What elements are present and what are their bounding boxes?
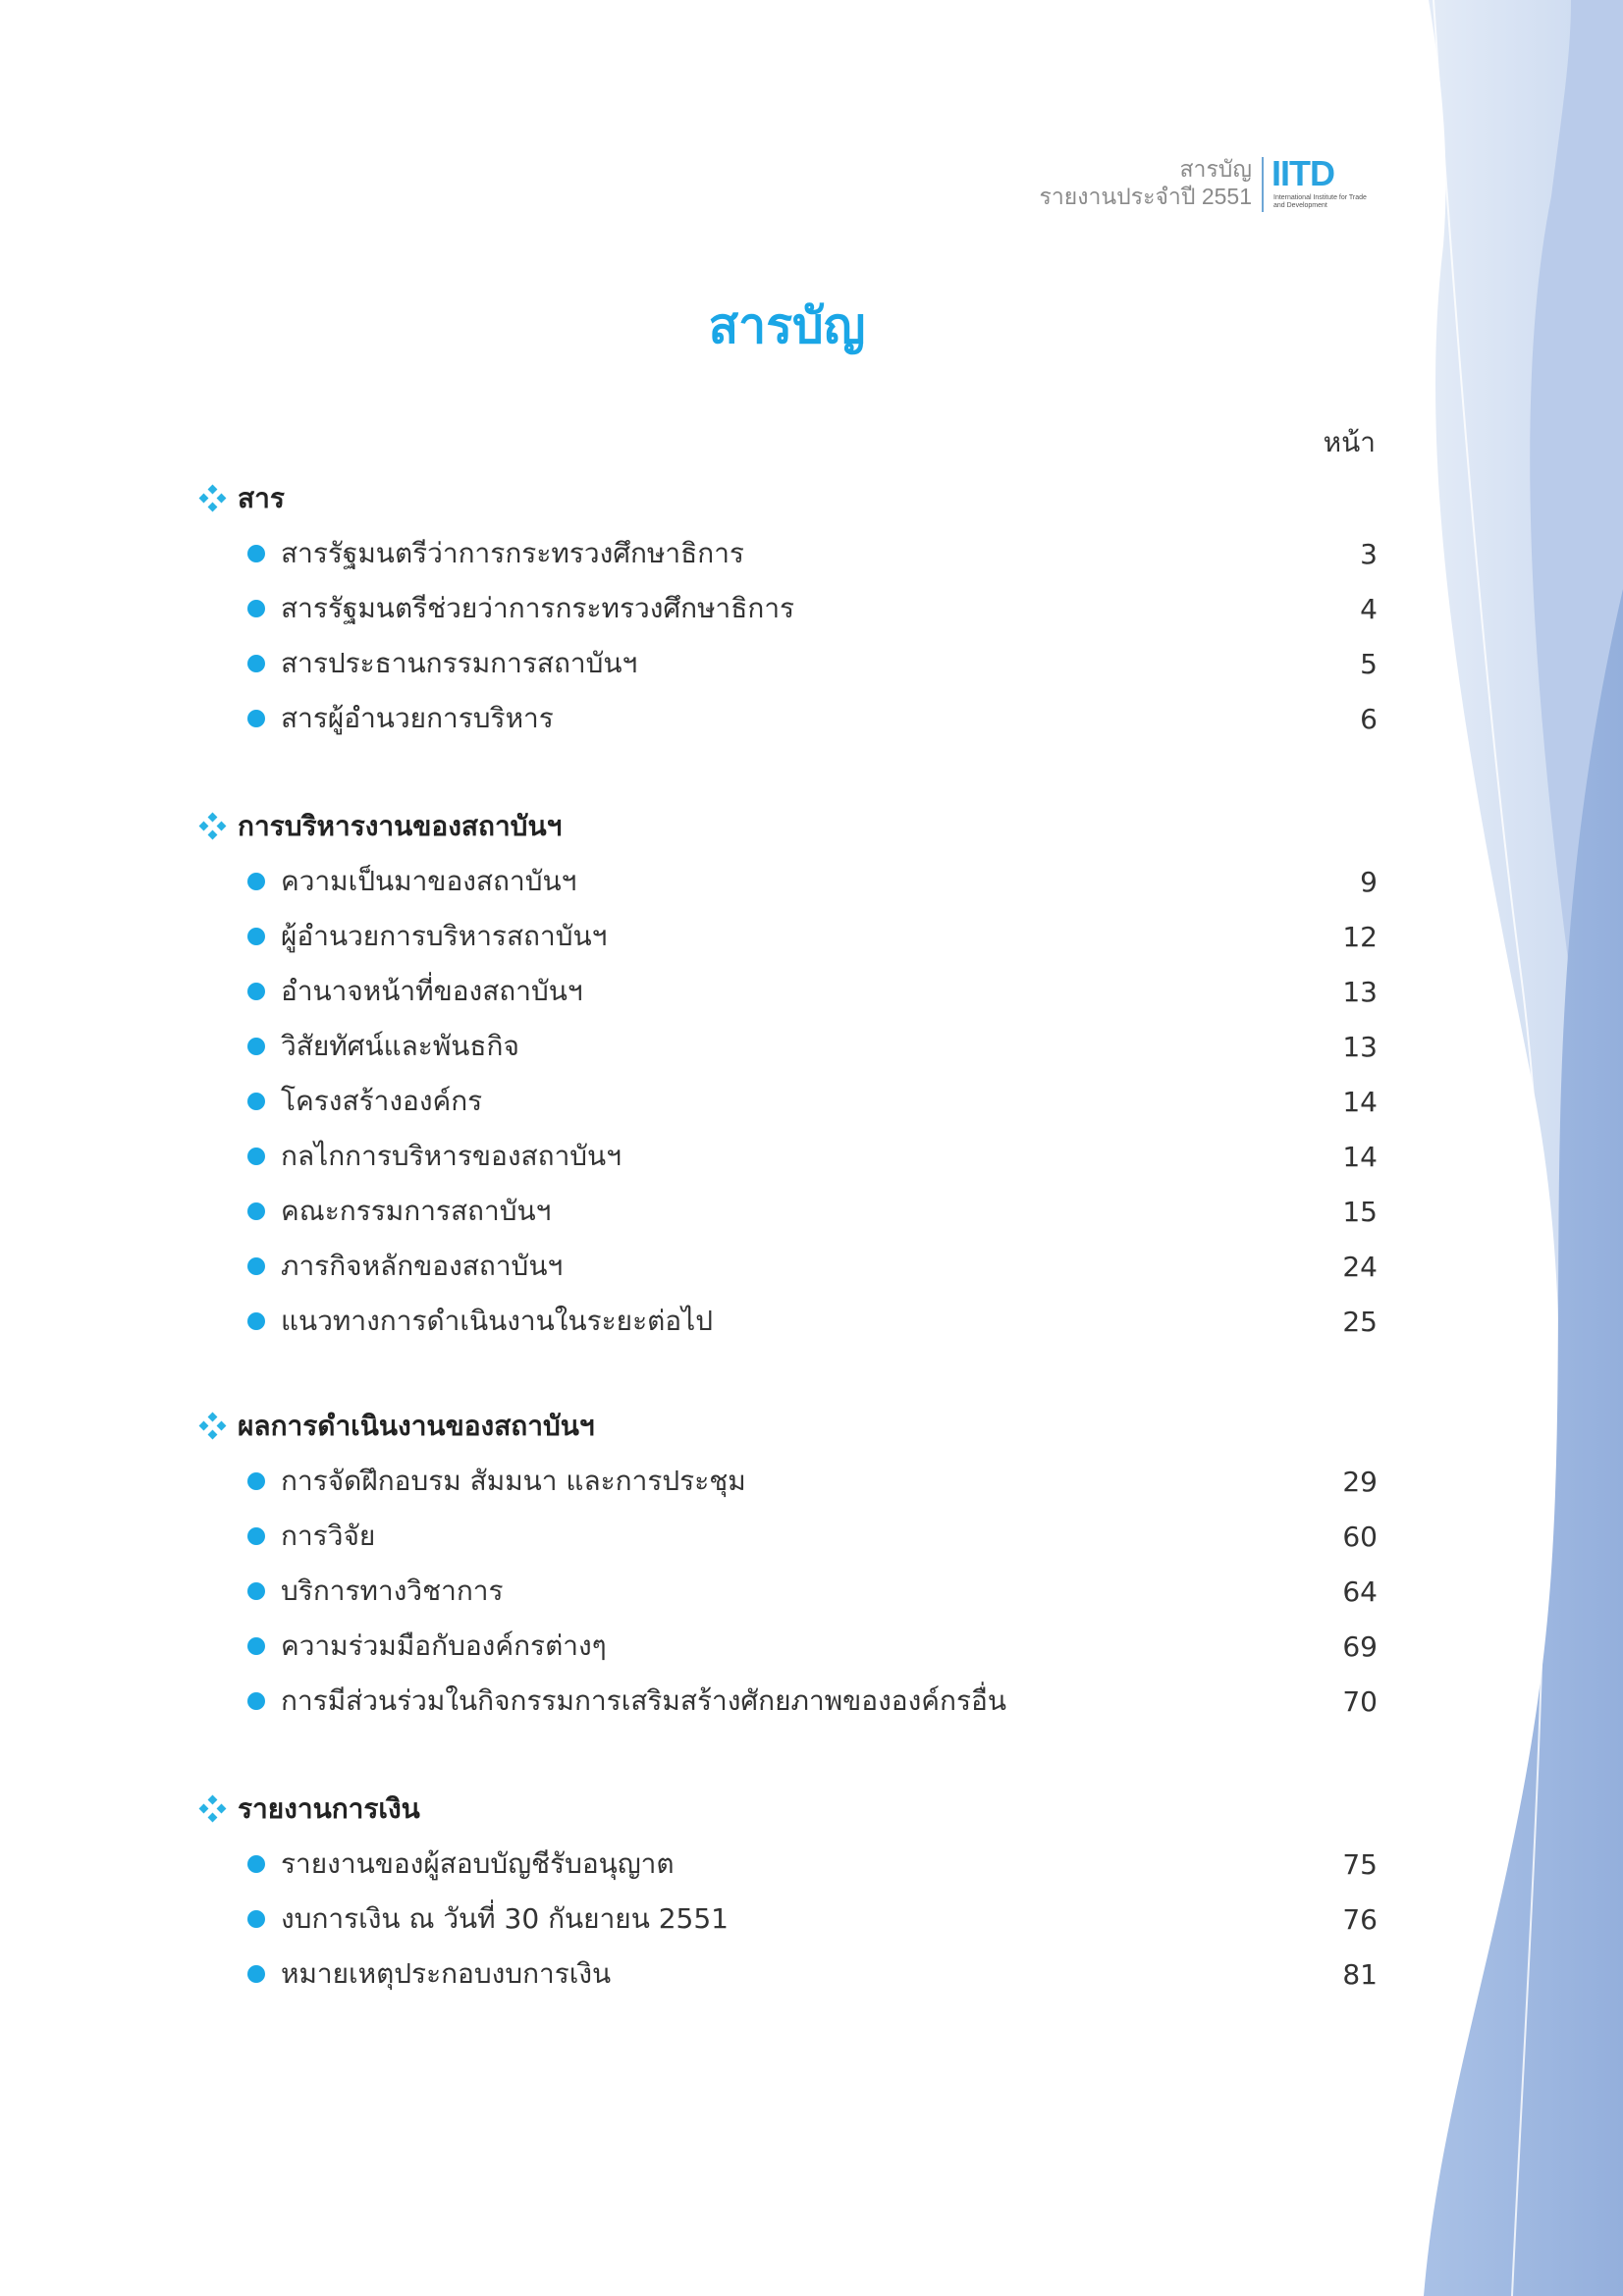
logo-subtext: International Institute for Trade and Development	[1273, 194, 1367, 209]
toc-item-page: 25	[1342, 1305, 1378, 1338]
bullet-dot-icon	[247, 1527, 265, 1545]
toc-item[interactable]	[196, 1837, 1378, 1892]
bullet-dot-icon	[247, 1965, 265, 1983]
toc-item-label: ผู้อำนวยการบริหารสถาบันฯ	[281, 920, 608, 952]
bullet-dot-icon	[247, 1148, 265, 1165]
toc-item[interactable]	[196, 1947, 1378, 2002]
toc-item-page: 75	[1342, 1847, 1378, 1881]
header-report-name: รายงานประจำปี 2551	[1039, 184, 1252, 209]
toc-item[interactable]	[196, 1892, 1378, 1947]
toc-item-page: 5	[1360, 647, 1378, 680]
bullet-dot-icon	[247, 983, 265, 1000]
running-header	[1040, 155, 1252, 210]
toc-item-page: 6	[1360, 702, 1378, 735]
toc-item-label: ความร่วมมือกับองค์กรต่างๆ	[281, 1629, 607, 1662]
bullet-dot-icon	[247, 1637, 265, 1655]
toc-section-messages	[196, 471, 1378, 746]
header-divider	[1262, 157, 1264, 212]
logo-letters: IITD	[1271, 153, 1334, 193]
iitd-logo	[1271, 155, 1380, 214]
toc-item-label: สารรัฐมนตรีว่าการกระทรวงศึกษาธิการ	[281, 537, 744, 569]
toc-item-page: 13	[1342, 1030, 1378, 1063]
bullet-dot-icon	[247, 1257, 265, 1275]
bullet-dot-icon	[247, 1202, 265, 1220]
diamond-bullet-icon	[196, 1794, 230, 1824]
toc-item[interactable]	[196, 1674, 1378, 1729]
toc-item-page: 76	[1342, 1902, 1378, 1936]
toc-item[interactable]	[196, 1019, 1378, 1074]
toc-item[interactable]	[196, 854, 1378, 909]
page-column-label: หน้า	[1323, 426, 1376, 458]
header-section-name: สารบัญ	[1179, 156, 1252, 182]
page-title: สารบัญ	[708, 297, 866, 354]
toc-item-label: คณะกรรมการสถาบันฯ	[281, 1195, 552, 1227]
toc-item[interactable]	[196, 691, 1378, 746]
diamond-bullet-icon	[196, 812, 230, 841]
toc-item-label: ภารกิจหลักของสถาบันฯ	[281, 1250, 564, 1282]
toc-item-label: โครงสร้างองค์กร	[281, 1085, 483, 1117]
section-title: รายงานการเงิน	[238, 1792, 420, 1825]
bullet-dot-icon	[247, 655, 265, 672]
toc-item-page: 14	[1342, 1140, 1378, 1173]
toc-item[interactable]	[196, 1184, 1378, 1239]
bullet-dot-icon	[247, 1472, 265, 1490]
toc-item[interactable]	[196, 1509, 1378, 1564]
toc-item-page: 9	[1360, 865, 1378, 898]
toc-section-administration	[196, 799, 1378, 1349]
section-title: การบริหารงานของสถาบันฯ	[238, 810, 563, 842]
toc-item-page: 13	[1342, 975, 1378, 1008]
section-title: สาร	[238, 482, 285, 514]
toc-item-page: 60	[1342, 1520, 1378, 1553]
toc-item[interactable]	[196, 1294, 1378, 1349]
toc-item-page: 29	[1342, 1465, 1378, 1498]
toc-item[interactable]	[196, 636, 1378, 691]
toc-item-label: อำนาจหน้าที่ของสถาบันฯ	[281, 975, 583, 1007]
toc-item-label: วิสัยทัศน์และพันธกิจ	[281, 1030, 519, 1062]
toc-item-label: การมีส่วนร่วมในกิจกรรมการเสริมสร้างศักยภาพขององค์กรอื่น	[281, 1684, 1006, 1717]
toc-item[interactable]	[196, 1454, 1378, 1509]
toc-item-page: 12	[1342, 920, 1378, 953]
bullet-dot-icon	[247, 1692, 265, 1710]
toc-item-page: 14	[1342, 1085, 1378, 1118]
toc-item[interactable]	[196, 1129, 1378, 1184]
toc-item[interactable]	[196, 526, 1378, 581]
toc-item[interactable]	[196, 1564, 1378, 1619]
bullet-dot-icon	[247, 1910, 265, 1928]
toc-item-page: 4	[1360, 592, 1378, 625]
bullet-dot-icon	[247, 1038, 265, 1055]
toc-item[interactable]	[196, 964, 1378, 1019]
bullet-dot-icon	[247, 928, 265, 945]
toc-item-label: หมายเหตุประกอบงบการเงิน	[281, 1957, 612, 1990]
bullet-dot-icon	[247, 1855, 265, 1873]
toc-item-page: 70	[1342, 1684, 1378, 1718]
toc-item-label: ความเป็นมาของสถาบันฯ	[281, 865, 577, 897]
bullet-dot-icon	[247, 1312, 265, 1330]
toc-item[interactable]	[196, 1239, 1378, 1294]
toc-item-page: 64	[1342, 1575, 1378, 1608]
toc-item[interactable]	[196, 1074, 1378, 1129]
bullet-dot-icon	[247, 1582, 265, 1600]
bullet-dot-icon	[247, 1093, 265, 1110]
bullet-dot-icon	[247, 600, 265, 617]
toc-item-page: 24	[1342, 1250, 1378, 1283]
toc-item-label: การจัดฝึกอบรม สัมมนา และการประชุม	[281, 1465, 746, 1497]
toc-item-page: 3	[1360, 537, 1378, 570]
toc-item-label: งบการเงิน ณ วันที่ 30 กันยายน 2551	[281, 1902, 729, 1935]
bullet-dot-icon	[247, 873, 265, 890]
toc-item-label: สารรัฐมนตรีช่วยว่าการกระทรวงศึกษาธิการ	[281, 592, 795, 624]
toc-section-financial	[196, 1782, 1378, 2002]
toc-item-page: 69	[1342, 1629, 1378, 1663]
toc-item-page: 81	[1342, 1957, 1378, 1991]
section-title: ผลการดำเนินงานของสถาบันฯ	[238, 1410, 595, 1442]
toc-item-label: สารประธานกรรมการสถาบันฯ	[281, 647, 638, 679]
diamond-bullet-icon	[196, 484, 230, 513]
toc-item-label: รายงานของผู้สอบบัญชีรับอนุญาต	[281, 1847, 675, 1880]
toc-item-label: การวิจัย	[281, 1520, 376, 1552]
bullet-dot-icon	[247, 710, 265, 727]
toc-section-performance	[196, 1399, 1378, 1729]
toc-item[interactable]	[196, 909, 1378, 964]
toc-item-label: สารผู้อำนวยการบริหาร	[281, 702, 554, 734]
bullet-dot-icon	[247, 545, 265, 562]
toc-item[interactable]	[196, 581, 1378, 636]
diamond-bullet-icon	[196, 1412, 230, 1441]
toc-item-page: 15	[1342, 1195, 1378, 1228]
toc-item-label: แนวทางการดำเนินงานในระยะต่อไป	[281, 1305, 713, 1337]
toc-item-label: กลไกการบริหารของสถาบันฯ	[281, 1140, 622, 1172]
toc-item[interactable]	[196, 1619, 1378, 1674]
toc-item-label: บริการทางวิชาการ	[281, 1575, 504, 1607]
